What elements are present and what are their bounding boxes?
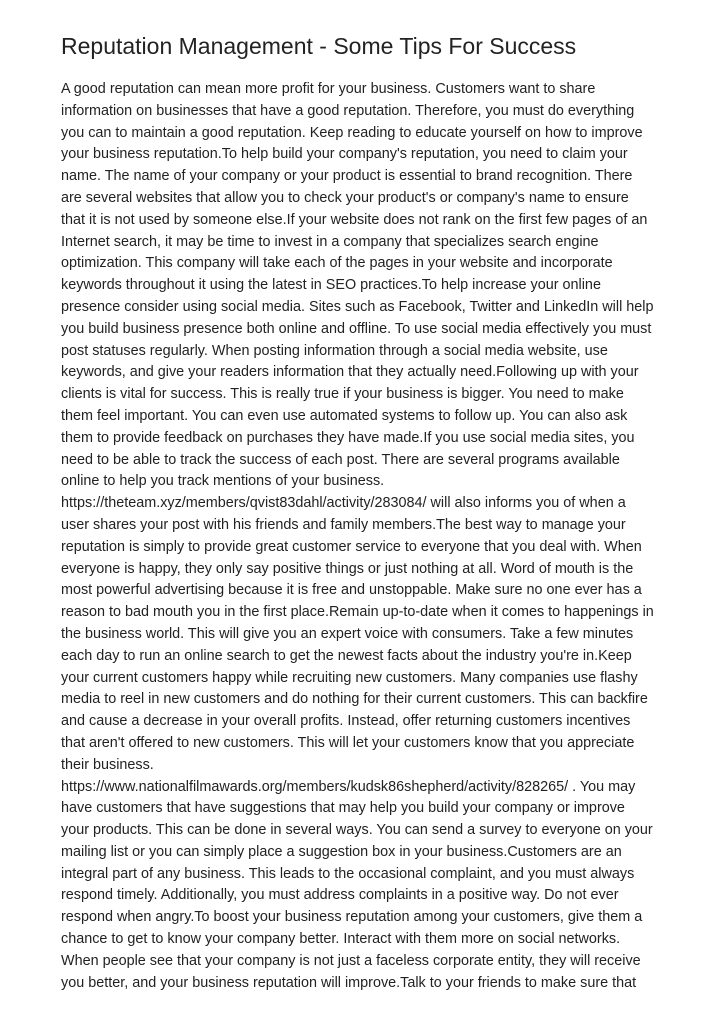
body-line: presence consider using social media. Sites such as Facebook, Twitter and LinkedIn will help	[61, 298, 654, 315]
body-line: you better, and your business reputation will improve.Talk to your friends to make sure that	[61, 974, 637, 991]
body-line: each day to run an online search to get the newest facts about the industry you're in.Keep	[61, 647, 632, 664]
body-line: are several websites that allow you to check your product's or company's name to ensure	[61, 189, 629, 206]
body-line: have customers that have suggestions that may help you build your company or improve	[61, 800, 625, 817]
body-line: their business.	[61, 756, 154, 773]
body-line: everyone is happy, they only say positive things or just nothing at all. Word of mouth is the	[61, 560, 634, 577]
body-line: respond when angry.To boost your business reputation among your customers, give them a	[61, 909, 643, 926]
body-line: media to reel in new customers and do nothing for their current customers. This can backfire	[61, 691, 648, 708]
body-line: keywords, and give your readers information that they actually need.Following up with your	[61, 364, 639, 381]
article-body	[61, 79, 681, 994]
body-line: mailing list or you can simply place a suggestion box in your business.Customers are an	[61, 843, 622, 860]
body-line: the business world. This will give you an expert voice with consumers. Take a few minutes	[61, 625, 634, 642]
body-line: keywords throughout it using the latest in SEO practices.To help increase your online	[61, 277, 601, 294]
body-line: clients is vital for success. This is really true if your business is bigger. You need to make	[61, 386, 624, 403]
body-line: your current customers happy while recruiting new customers. Many companies use flashy	[61, 669, 638, 686]
body-line: reputation is simply to provide great customer service to everyone that you deal with. When	[61, 538, 642, 555]
body-line: online to help you track mentions of your business.	[61, 473, 385, 490]
body-line: user shares your post with his friends and family members.The best way to manage your	[61, 516, 626, 533]
body-line: chance to get to know your company better. Interact with them more on social networks.	[61, 931, 621, 948]
body-line: information on businesses that have a good reputation. Therefore, you must do everything	[61, 102, 635, 119]
body-line: your products. This can be done in several ways. You can send a survey to everyone on your	[61, 822, 653, 839]
body-line: that it is not used by someone else.If your website does not rank on the first few pages of an	[61, 211, 648, 228]
link-line: https://theteam.xyz/members/qvist83dahl/activity/283084/ will also informs you of when a	[61, 495, 626, 512]
link-line: https://www.nationalfilmawards.org/members/kudsk86shepherd/activity/828265/ . You may	[61, 778, 636, 795]
body-line: When people see that your company is not just a faceless corporate entity, they will receive	[61, 952, 641, 969]
body-line: post statuses regularly. When posting information through a social media website, use	[61, 342, 608, 359]
body-line: Internet search, it may be time to invest in a company that specializes search engine	[61, 233, 599, 250]
body-line: your business reputation.To help build your company's reputation, you need to claim your	[61, 146, 628, 163]
body-line: respond timely. Additionally, you must address complaints in a positive way. Do not ever	[61, 887, 619, 904]
body-line: name. The name of your company or your product is essential to brand recognition. There	[61, 168, 633, 185]
body-line: A good reputation can mean more profit for your business. Customers want to share	[61, 81, 596, 97]
body-line: optimization. This company will take each of the pages in your website and incorporate	[61, 255, 613, 272]
body-line: you build business presence both online and offline. To use social media effectively you must	[61, 320, 652, 337]
body-line: them feel important. You can even use automated systems to follow up. You can also ask	[61, 407, 628, 424]
body-line: most powerful advertising because it is free and unstoppable. Make sure no one ever has a	[61, 582, 642, 599]
body-line: reason to bad mouth you in the first place.Remain up-to-date when it comes to happenings in	[61, 604, 654, 621]
body-line: integral part of any business. This leads to the occasional complaint, and you must always	[61, 865, 635, 882]
body-line: need to be able to track the success of each post. There are several programs available	[61, 451, 620, 468]
body-line: and cause a decrease in your overall profits. Instead, offer returning customers incentives	[61, 713, 631, 730]
page-title: Reputation Management - Some Tips For Success	[61, 33, 577, 59]
body-line: them to provide feedback on purchases they have made.If you use social media sites, you	[61, 429, 635, 446]
body-line: you can to maintain a good reputation. Keep reading to educate yourself on how to improve	[61, 124, 643, 141]
body-line: that aren't offered to new customers. This will let your customers know that you appreciate	[61, 734, 635, 751]
